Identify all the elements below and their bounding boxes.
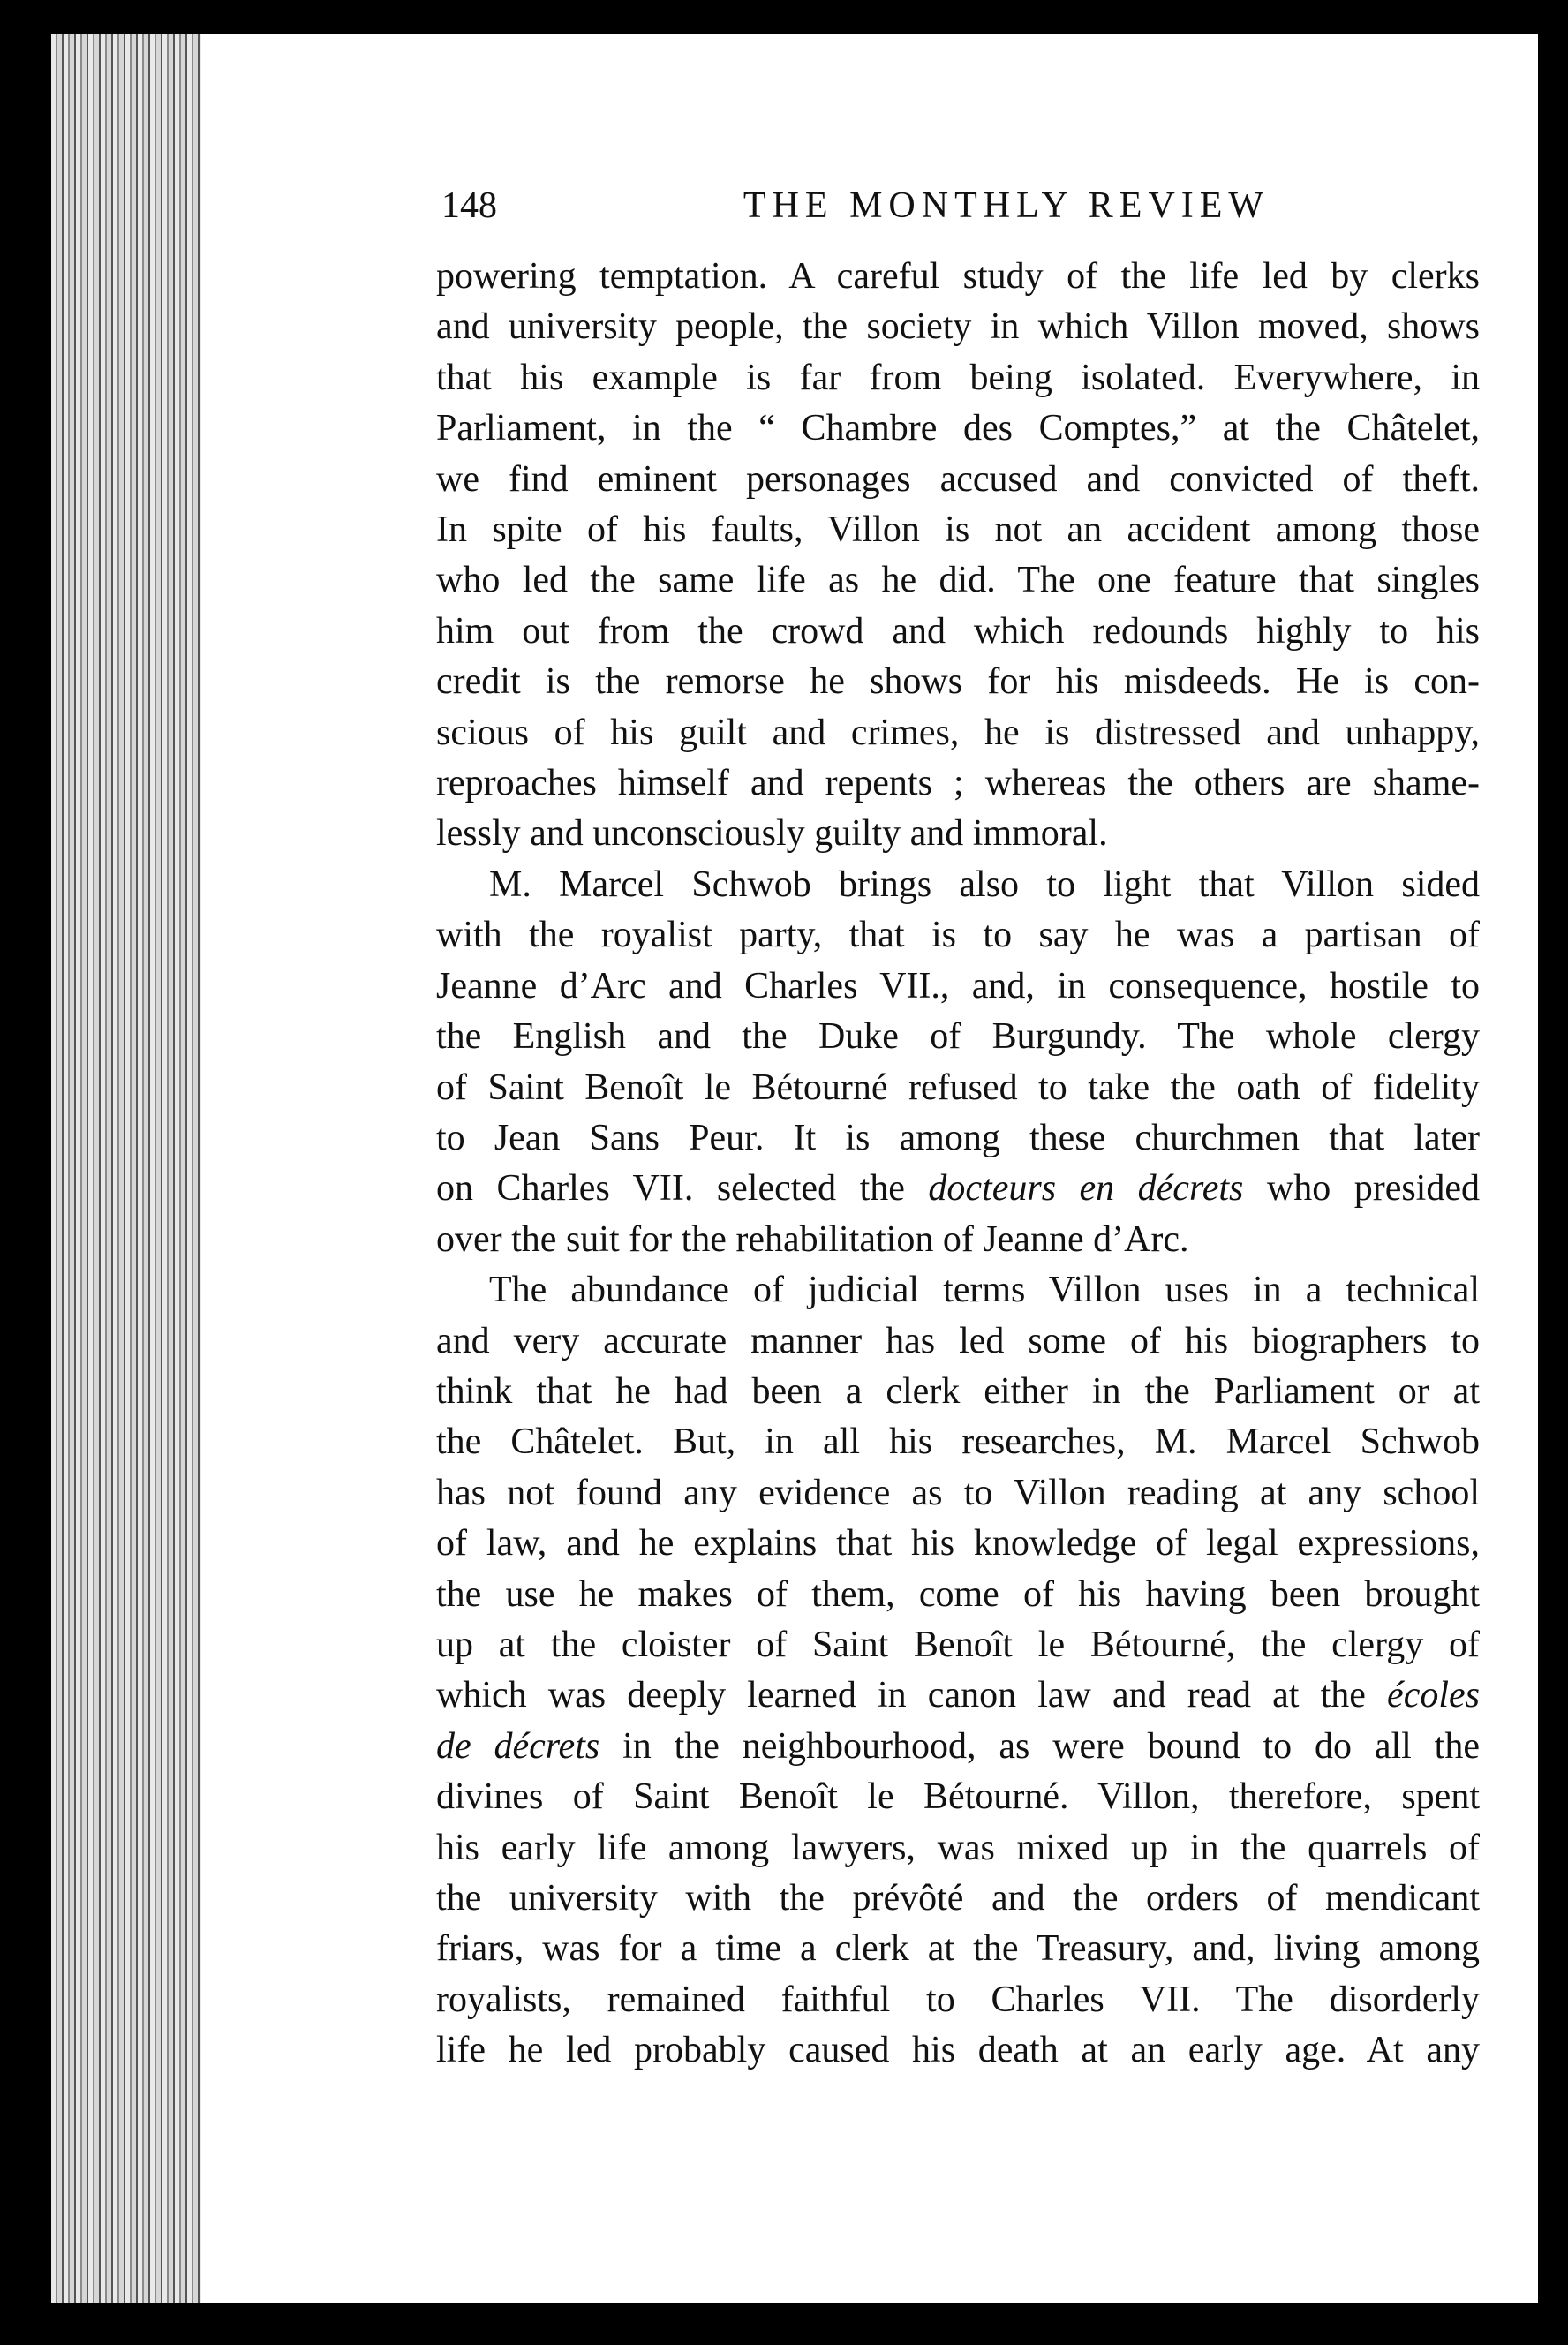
text-line [436,505,1480,555]
text-line [436,555,1480,606]
text-segment: we find eminent personages accused and convicted of theft. [436,458,1480,500]
text-segment: reproaches himself and repents ; whereas the others are shame- [436,763,1480,804]
text-segment: with the royalist party, that is to say he was a partisan of [436,915,1480,956]
text-line [436,1468,1480,1519]
text-line [436,1772,1480,1822]
text-line [436,758,1480,809]
text-line [436,353,1480,403]
text-line [436,1063,1480,1113]
text-line [436,1215,1480,1265]
text-segment: his early life among lawyers, was mixed up in the quarrels of [436,1827,1480,1868]
paragraph [436,860,1480,1265]
text-line [436,1316,1480,1367]
text-segment: divines of Saint Benoît le Bétourné. Villon, therefore, spent [436,1776,1480,1818]
text-segment: and very accurate manner has led some of his biographers to [436,1320,1480,1361]
text-line [436,302,1480,352]
text-line [436,455,1480,505]
text-segment: the English and the Duke of Burgundy. The whole clergy [436,1016,1480,1058]
text-line [436,1722,1480,1772]
text-segment: of law, and he explains that his knowledge of legal expressions, [436,1523,1480,1565]
text-line [436,403,1480,454]
text-line [436,1670,1480,1721]
text-segment: the use he makes of them, come of his having been brought [436,1573,1480,1615]
text-line [436,1975,1480,2025]
text-line [436,1012,1480,1062]
text-segment: who led the same life as he did. The one feature that singles [436,560,1480,601]
text-line [436,657,1480,707]
text-segment: powering temptation. A careful study of the life led by clerks [436,256,1480,297]
text-line [436,1367,1480,1417]
text-line [436,910,1480,961]
text-line [436,809,1480,859]
journal-title: THE MONTHLY REVIEW [743,185,1270,226]
text-line [436,1874,1480,1924]
text-segment: to Jean Sans Peur. It is among these churchmen that later [436,1117,1480,1158]
text-segment: lessly and unconsciously guilty and immoral. [436,813,1108,855]
text-segment: on Charles VII. selected the [436,1168,929,1210]
text-segment: the Châtelet. But, in all his researches, M. Marcel Schwob [436,1421,1480,1463]
paragraph [436,252,1480,860]
text-segment: that his example is far from being isolated. Everywhere, in [436,357,1480,398]
text-segment: has not found any evidence as to Villon reading at any school [436,1472,1480,1513]
text-segment: the university with the prévôté and the orders of mendicant [436,1878,1480,1919]
page-edges [51,34,203,2303]
running-head [441,175,1479,237]
italic-phrase: docteurs en décrets [928,1168,1244,1210]
text-segment: up at the cloister of Saint Benoît le Bétourné, the clergy of [436,1624,1480,1665]
text-line [436,1164,1480,1214]
text-segment: and university people, the society in which Villon moved, shows [436,306,1480,348]
text-line [436,2025,1480,2076]
text-line [436,1570,1480,1620]
text-segment: royalists, remained faithful to Charles VII. The disorderly [436,1979,1480,2020]
text-segment: friars, was for a time a clerk at the Treasury, and, living among [436,1928,1480,1970]
text-segment: Jeanne d’Arc and Charles VII., and, in consequence, hostile to [436,965,1480,1007]
text-segment: Parliament, in the “ Chambre des Comptes,” at the Châtelet, [436,408,1480,449]
text-line [436,961,1480,1012]
text-line [436,1924,1480,1974]
text-line [436,1519,1480,1569]
text-segment: who presided [1243,1168,1480,1210]
text-line [436,607,1480,657]
text-segment: think that he had been a clerk either in the Parliament or at [436,1370,1480,1412]
text-line [436,1113,1480,1164]
text-segment: over the suit for the rehabilitation of Jeanne d’Arc. [436,1218,1189,1260]
text-line [436,252,1480,302]
text-line [436,1620,1480,1670]
text-line [436,708,1480,758]
body-text [436,252,1480,2077]
italic-phrase: écoles [1387,1675,1480,1716]
text-segment: credit is the remorse he shows for his misdeeds. He is con- [436,661,1480,703]
text-segment: of Saint Benoît le Bétourné refused to take the oath of fidelity [436,1067,1480,1108]
page-number: 148 [441,185,497,226]
text-segment: The abundance of judicial terms Villon uses in a technical [489,1270,1480,1311]
text-segment: him out from the crowd and which redounds highly to his [436,610,1480,652]
paragraph [436,1265,1480,2077]
text-segment: M. Marcel Schwob brings also to light that Villon sided [489,863,1480,905]
text-line [436,1823,1480,1874]
italic-phrase: de décrets [436,1725,600,1767]
text-line [436,1265,1480,1316]
text-segment: which was deeply learned in canon law and read at the [436,1675,1388,1716]
text-segment: in the neighbourhood, as were bound to do all the [599,1725,1480,1767]
text-segment: scious of his guilt and crimes, he is distressed and unhappy, [436,712,1480,753]
text-segment: In spite of his faults, Villon is not an accident among those [436,509,1480,551]
text-line [436,860,1480,910]
text-line [436,1417,1480,1467]
text-segment: life he led probably caused his death at an early age. At any [436,2030,1480,2071]
